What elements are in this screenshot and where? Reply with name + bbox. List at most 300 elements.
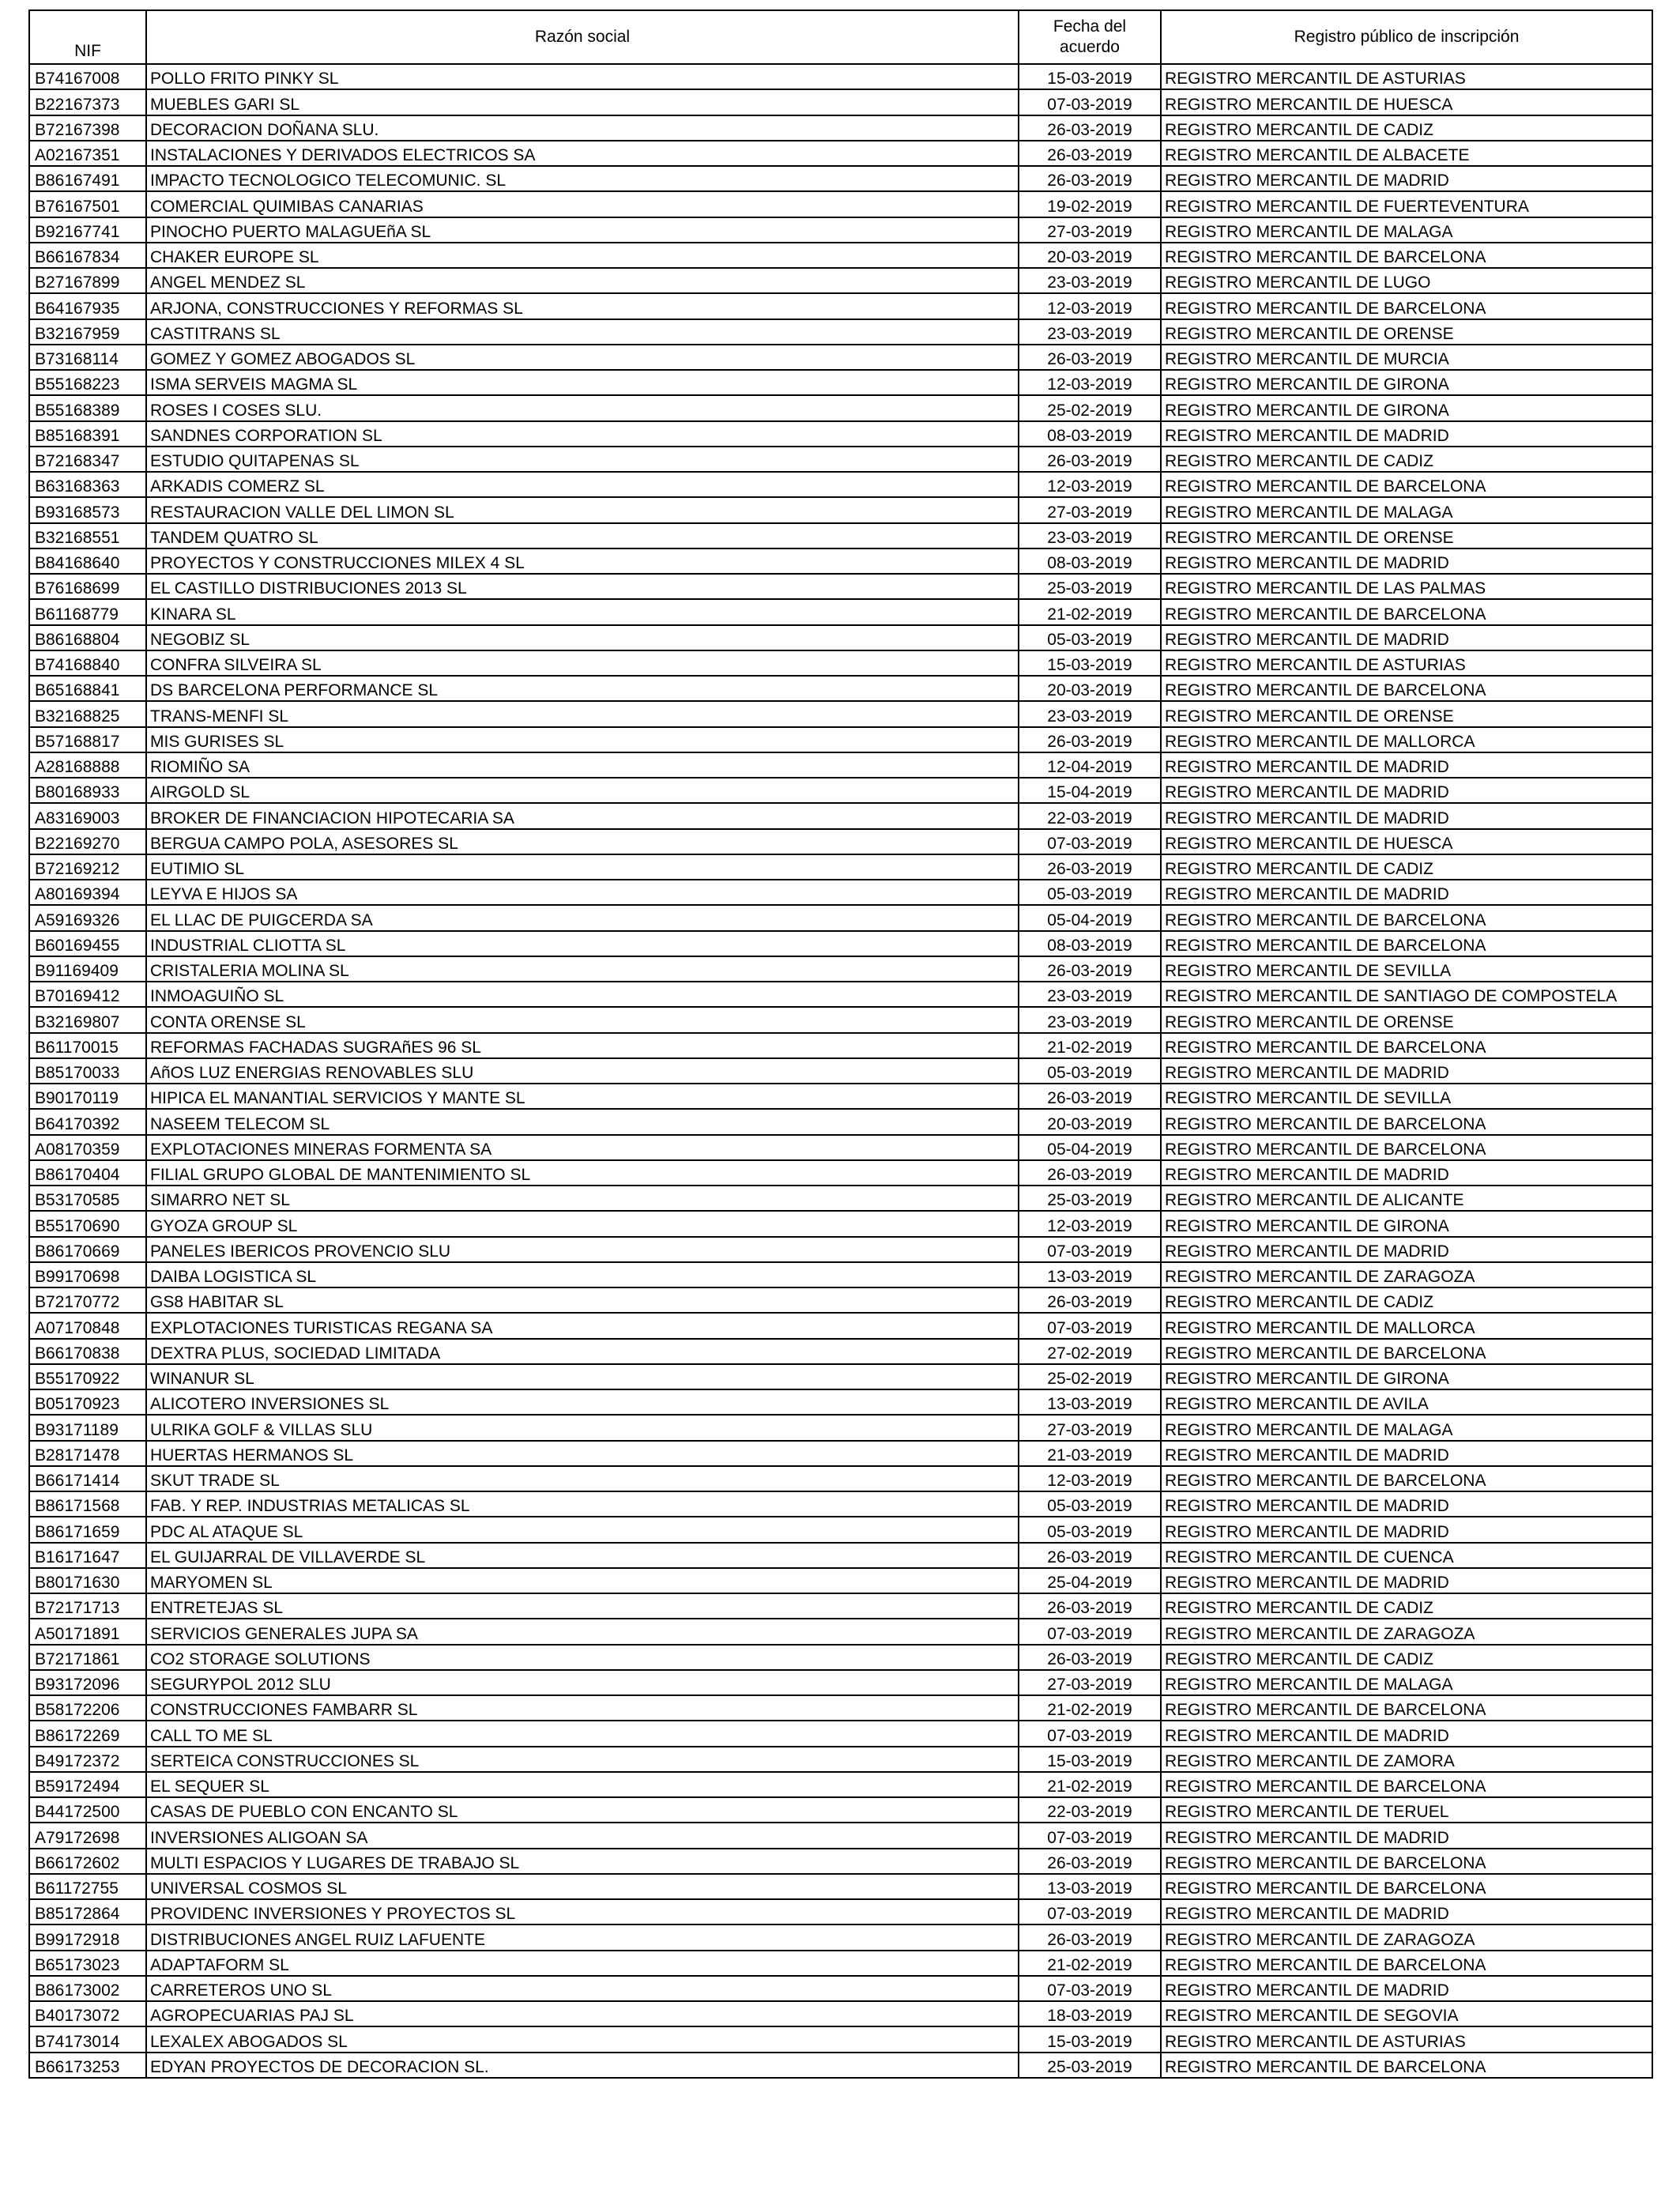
table-row [29, 1262, 1652, 1287]
nif-cell: B65168841 [29, 676, 146, 701]
table-row [29, 2001, 1652, 2026]
fecha-cell: 05-03-2019 [1019, 625, 1161, 650]
nif-cell: B91169409 [29, 956, 146, 982]
table-row [29, 1899, 1652, 1924]
table-row [29, 1619, 1652, 1644]
fecha-cell: 26-03-2019 [1019, 854, 1161, 880]
razon-social-cell: POLLO FRITO PINKY SL [146, 64, 1019, 89]
registro-cell: REGISTRO MERCANTIL DE CADIZ [1161, 115, 1652, 141]
table-row [29, 1186, 1652, 1211]
nif-cell: B73168114 [29, 345, 146, 370]
razon-social-cell: CHAKER EUROPE SL [146, 243, 1019, 268]
nif-cell: B32169807 [29, 1007, 146, 1032]
nif-cell: B22167373 [29, 89, 146, 115]
nif-cell: B55168223 [29, 370, 146, 395]
nif-cell: B72169212 [29, 854, 146, 880]
razon-social-cell: MIS GURISES SL [146, 727, 1019, 752]
razon-social-cell: EL SEQUER SL [146, 1772, 1019, 1797]
registro-cell: REGISTRO MERCANTIL DE BARCELONA [1161, 599, 1652, 624]
table-row [29, 1645, 1652, 1670]
registro-cell: REGISTRO MERCANTIL DE MADRID [1161, 880, 1652, 905]
nif-cell: B28171478 [29, 1441, 146, 1466]
razon-social-cell: BROKER DE FINANCIACION HIPOTECARIA SA [146, 803, 1019, 828]
registro-cell: REGISTRO MERCANTIL DE BARCELONA [1161, 1033, 1652, 1058]
table-row [29, 599, 1652, 624]
nif-cell: B64167935 [29, 293, 146, 319]
nif-cell: B66171414 [29, 1466, 146, 1491]
fecha-cell: 26-03-2019 [1019, 1543, 1161, 1568]
table-row [29, 1339, 1652, 1364]
nif-cell: B49172372 [29, 1747, 146, 1772]
razon-social-cell: ADAPTAFORM SL [146, 1951, 1019, 1976]
fecha-cell: 26-03-2019 [1019, 345, 1161, 370]
fecha-cell: 08-03-2019 [1019, 931, 1161, 956]
nif-cell: B92167741 [29, 217, 146, 243]
table-row [29, 89, 1652, 115]
table-row [29, 1058, 1652, 1084]
fecha-cell: 05-04-2019 [1019, 1135, 1161, 1160]
razon-social-cell: INDUSTRIAL CLIOTTA SL [146, 931, 1019, 956]
fecha-cell: 26-03-2019 [1019, 141, 1161, 166]
nif-cell: A59169326 [29, 905, 146, 930]
razon-social-cell: TRANS-MENFI SL [146, 701, 1019, 726]
table-row [29, 497, 1652, 522]
razon-social-cell: ISMA SERVEIS MAGMA SL [146, 370, 1019, 395]
table-row [29, 854, 1652, 880]
table-row [29, 1415, 1652, 1440]
fecha-cell: 12-03-2019 [1019, 293, 1161, 319]
table-row [29, 548, 1652, 574]
nif-cell: B66173253 [29, 2053, 146, 2078]
razon-social-cell: IMPACTO TECNOLOGICO TELECOMUNIC. SL [146, 166, 1019, 191]
registro-cell: REGISTRO MERCANTIL DE MADRID [1161, 1976, 1652, 2001]
registro-cell: REGISTRO MERCANTIL DE ZARAGOZA [1161, 1924, 1652, 1950]
table-row [29, 1951, 1652, 1976]
registro-cell: REGISTRO MERCANTIL DE LUGO [1161, 268, 1652, 293]
razon-social-cell: EL GUIJARRAL DE VILLAVERDE SL [146, 1543, 1019, 1568]
nif-cell: B27167899 [29, 268, 146, 293]
registro-cell: REGISTRO MERCANTIL DE MADRID [1161, 548, 1652, 574]
registro-cell: REGISTRO MERCANTIL DE HUESCA [1161, 89, 1652, 115]
nif-cell: B22169270 [29, 829, 146, 854]
registro-cell: REGISTRO MERCANTIL DE SEVILLA [1161, 1084, 1652, 1109]
registro-cell: REGISTRO MERCANTIL DE BARCELONA [1161, 1466, 1652, 1491]
registro-cell: REGISTRO MERCANTIL DE BARCELONA [1161, 931, 1652, 956]
nif-cell: B53170585 [29, 1186, 146, 1211]
table-row [29, 472, 1652, 497]
fecha-cell: 23-03-2019 [1019, 701, 1161, 726]
razon-social-cell: SEGURYPOL 2012 SLU [146, 1670, 1019, 1695]
fecha-cell: 13-03-2019 [1019, 1874, 1161, 1899]
fecha-cell: 21-02-2019 [1019, 1772, 1161, 1797]
table-row [29, 1517, 1652, 1542]
nif-cell: A07170848 [29, 1313, 146, 1338]
registro-cell: REGISTRO MERCANTIL DE MADRID [1161, 166, 1652, 191]
registry-table [28, 9, 1653, 2079]
table-row [29, 447, 1652, 472]
table-row [29, 625, 1652, 650]
fecha-cell: 13-03-2019 [1019, 1262, 1161, 1287]
fecha-cell: 21-02-2019 [1019, 599, 1161, 624]
razon-social-cell: INMOAGUIÑO SL [146, 982, 1019, 1007]
fecha-cell: 26-03-2019 [1019, 1924, 1161, 1950]
registro-cell: REGISTRO MERCANTIL DE SANTIAGO DE COMPOSTELA [1161, 982, 1652, 1007]
nif-cell: B44172500 [29, 1797, 146, 1823]
nif-cell: B86172269 [29, 1721, 146, 1746]
registro-cell: REGISTRO MERCANTIL DE SEVILLA [1161, 956, 1652, 982]
fecha-cell: 23-03-2019 [1019, 523, 1161, 548]
table-row [29, 1491, 1652, 1517]
razon-social-cell: CASAS DE PUEBLO CON ENCANTO SL [146, 1797, 1019, 1823]
fecha-cell: 07-03-2019 [1019, 1899, 1161, 1924]
registro-cell: REGISTRO MERCANTIL DE MADRID [1161, 752, 1652, 778]
nif-cell: A28168888 [29, 752, 146, 778]
table-row [29, 880, 1652, 905]
razon-social-cell: AIRGOLD SL [146, 778, 1019, 803]
table-header [29, 10, 1652, 64]
nif-cell: B86168804 [29, 625, 146, 650]
fecha-cell: 25-02-2019 [1019, 395, 1161, 420]
table-row [29, 574, 1652, 599]
table-row [29, 982, 1652, 1007]
table-row [29, 829, 1652, 854]
razon-social-cell: PINOCHO PUERTO MALAGUEñA SL [146, 217, 1019, 243]
nif-cell: A79172698 [29, 1823, 146, 1848]
nif-cell: B05170923 [29, 1389, 146, 1415]
table-row [29, 2053, 1652, 2078]
nif-cell: B93172096 [29, 1670, 146, 1695]
fecha-cell: 25-04-2019 [1019, 1568, 1161, 1593]
razon-social-cell: ALICOTERO INVERSIONES SL [146, 1389, 1019, 1415]
fecha-cell: 23-03-2019 [1019, 268, 1161, 293]
table-row [29, 345, 1652, 370]
nif-cell: B99172918 [29, 1924, 146, 1950]
table-row [29, 1109, 1652, 1134]
registro-cell: REGISTRO MERCANTIL DE GIRONA [1161, 395, 1652, 420]
table-row [29, 64, 1652, 89]
nif-cell: B66172602 [29, 1849, 146, 1874]
table-row [29, 1441, 1652, 1466]
nif-cell: B86173002 [29, 1976, 146, 2001]
fecha-cell: 05-03-2019 [1019, 1491, 1161, 1517]
registro-cell: REGISTRO MERCANTIL DE MALLORCA [1161, 1313, 1652, 1338]
fecha-cell: 05-03-2019 [1019, 1058, 1161, 1084]
table-row [29, 1007, 1652, 1032]
nif-cell: B55170690 [29, 1211, 146, 1236]
razon-social-cell: ARJONA, CONSTRUCCIONES Y REFORMAS SL [146, 293, 1019, 319]
table-row [29, 1593, 1652, 1619]
table-row [29, 803, 1652, 828]
razon-social-cell: TANDEM QUATRO SL [146, 523, 1019, 548]
fecha-cell: 08-03-2019 [1019, 548, 1161, 574]
table-row [29, 523, 1652, 548]
fecha-cell: 05-03-2019 [1019, 1517, 1161, 1542]
registro-cell: REGISTRO MERCANTIL DE GIRONA [1161, 370, 1652, 395]
razon-social-cell: ANGEL MENDEZ SL [146, 268, 1019, 293]
registro-cell: REGISTRO MERCANTIL DE MALAGA [1161, 497, 1652, 522]
header-fecha-acuerdo: Fecha del acuerdo [1019, 10, 1161, 64]
registro-cell: REGISTRO MERCANTIL DE LAS PALMAS [1161, 574, 1652, 599]
razon-social-cell: RIOMIÑO SA [146, 752, 1019, 778]
nif-cell: B61172755 [29, 1874, 146, 1899]
razon-social-cell: ULRIKA GOLF & VILLAS SLU [146, 1415, 1019, 1440]
razon-social-cell: INSTALACIONES Y DERIVADOS ELECTRICOS SA [146, 141, 1019, 166]
razon-social-cell: MULTI ESPACIOS Y LUGARES DE TRABAJO SL [146, 1849, 1019, 1874]
registro-cell: REGISTRO MERCANTIL DE MALAGA [1161, 1415, 1652, 1440]
fecha-cell: 18-03-2019 [1019, 2001, 1161, 2026]
razon-social-cell: RESTAURACION VALLE DEL LIMON SL [146, 497, 1019, 522]
table-row [29, 650, 1652, 676]
fecha-cell: 07-03-2019 [1019, 89, 1161, 115]
fecha-cell: 27-03-2019 [1019, 1415, 1161, 1440]
table-row [29, 1976, 1652, 2001]
nif-cell: B74168840 [29, 650, 146, 676]
razon-social-cell: CONSTRUCCIONES FAMBARR SL [146, 1695, 1019, 1721]
nif-cell: B32168551 [29, 523, 146, 548]
nif-cell: B66170838 [29, 1339, 146, 1364]
table-row [29, 1874, 1652, 1899]
fecha-cell: 05-03-2019 [1019, 880, 1161, 905]
registro-cell: REGISTRO MERCANTIL DE GIRONA [1161, 1211, 1652, 1236]
nif-cell: B86171568 [29, 1491, 146, 1517]
registro-cell: REGISTRO MERCANTIL DE ZAMORA [1161, 1747, 1652, 1772]
registro-cell: REGISTRO MERCANTIL DE HUESCA [1161, 829, 1652, 854]
registro-cell: REGISTRO MERCANTIL DE MADRID [1161, 778, 1652, 803]
fecha-cell: 21-02-2019 [1019, 1033, 1161, 1058]
razon-social-cell: HUERTAS HERMANOS SL [146, 1441, 1019, 1466]
fecha-cell: 25-03-2019 [1019, 2053, 1161, 2078]
fecha-cell: 15-03-2019 [1019, 2026, 1161, 2052]
registro-cell: REGISTRO MERCANTIL DE MADRID [1161, 1160, 1652, 1186]
razon-social-cell: MUEBLES GARI SL [146, 89, 1019, 115]
razon-social-cell: AGROPECUARIAS PAJ SL [146, 2001, 1019, 2026]
razon-social-cell: UNIVERSAL COSMOS SL [146, 1874, 1019, 1899]
table-row [29, 1797, 1652, 1823]
fecha-cell: 26-03-2019 [1019, 956, 1161, 982]
table-row [29, 1568, 1652, 1593]
razon-social-cell: DAIBA LOGISTICA SL [146, 1262, 1019, 1287]
razon-social-cell: DECORACION DOÑANA SLU. [146, 115, 1019, 141]
razon-social-cell: MARYOMEN SL [146, 1568, 1019, 1593]
nif-cell: B86167491 [29, 166, 146, 191]
registro-cell: REGISTRO MERCANTIL DE MURCIA [1161, 345, 1652, 370]
razon-social-cell: PDC AL ATAQUE SL [146, 1517, 1019, 1542]
table-row [29, 1924, 1652, 1950]
table-row [29, 1364, 1652, 1389]
table-row [29, 1084, 1652, 1109]
nif-cell: B65173023 [29, 1951, 146, 1976]
table-row [29, 1466, 1652, 1491]
nif-cell: B32167959 [29, 319, 146, 345]
razon-social-cell: PROVIDENC INVERSIONES Y PROYECTOS SL [146, 1899, 1019, 1924]
fecha-cell: 26-03-2019 [1019, 1160, 1161, 1186]
nif-cell: B85170033 [29, 1058, 146, 1084]
table-row [29, 727, 1652, 752]
razon-social-cell: ROSES I COSES SLU. [146, 395, 1019, 420]
fecha-cell: 25-02-2019 [1019, 1364, 1161, 1389]
fecha-cell: 26-03-2019 [1019, 1593, 1161, 1619]
header-row [29, 10, 1652, 64]
razon-social-cell: SANDNES CORPORATION SL [146, 421, 1019, 447]
nif-cell: B72171713 [29, 1593, 146, 1619]
razon-social-cell: NEGOBIZ SL [146, 625, 1019, 650]
registro-cell: REGISTRO MERCANTIL DE CADIZ [1161, 1645, 1652, 1670]
registro-cell: REGISTRO MERCANTIL DE CADIZ [1161, 447, 1652, 472]
fecha-cell: 13-03-2019 [1019, 1389, 1161, 1415]
registro-cell: REGISTRO MERCANTIL DE SEGOVIA [1161, 2001, 1652, 2026]
razon-social-cell: KINARA SL [146, 599, 1019, 624]
nif-cell: B66167834 [29, 243, 146, 268]
razon-social-cell: EUTIMIO SL [146, 854, 1019, 880]
fecha-cell: 26-03-2019 [1019, 1287, 1161, 1313]
nif-cell: B76167501 [29, 191, 146, 217]
fecha-cell: 25-03-2019 [1019, 1186, 1161, 1211]
registro-cell: REGISTRO MERCANTIL DE MADRID [1161, 803, 1652, 828]
registro-cell: REGISTRO MERCANTIL DE GIRONA [1161, 1364, 1652, 1389]
fecha-cell: 27-03-2019 [1019, 1670, 1161, 1695]
nif-cell: B86170669 [29, 1237, 146, 1262]
table-row [29, 676, 1652, 701]
header-nif: NIF [29, 10, 146, 64]
nif-cell: B60169455 [29, 931, 146, 956]
nif-cell: B61168779 [29, 599, 146, 624]
fecha-cell: 21-03-2019 [1019, 1441, 1161, 1466]
fecha-cell: 22-03-2019 [1019, 1797, 1161, 1823]
fecha-cell: 26-03-2019 [1019, 727, 1161, 752]
fecha-cell: 27-03-2019 [1019, 497, 1161, 522]
registro-cell: REGISTRO MERCANTIL DE BARCELONA [1161, 472, 1652, 497]
razon-social-cell: DS BARCELONA PERFORMANCE SL [146, 676, 1019, 701]
table-row [29, 268, 1652, 293]
fecha-cell: 26-03-2019 [1019, 166, 1161, 191]
registro-cell: REGISTRO MERCANTIL DE BARCELONA [1161, 905, 1652, 930]
razon-social-cell: BERGUA CAMPO POLA, ASESORES SL [146, 829, 1019, 854]
fecha-cell: 08-03-2019 [1019, 421, 1161, 447]
razon-social-cell: EXPLOTACIONES TURISTICAS REGANA SA [146, 1313, 1019, 1338]
razon-social-cell: CASTITRANS SL [146, 319, 1019, 345]
nif-cell: B64170392 [29, 1109, 146, 1134]
nif-cell: B70169412 [29, 982, 146, 1007]
nif-cell: B55168389 [29, 395, 146, 420]
table-row [29, 217, 1652, 243]
razon-social-cell: PANELES IBERICOS PROVENCIO SLU [146, 1237, 1019, 1262]
table-row [29, 1747, 1652, 1772]
nif-cell: B84168640 [29, 548, 146, 574]
fecha-cell: 27-03-2019 [1019, 217, 1161, 243]
fecha-cell: 20-03-2019 [1019, 243, 1161, 268]
table-row [29, 752, 1652, 778]
razon-social-cell: ENTRETEJAS SL [146, 1593, 1019, 1619]
table-row [29, 1695, 1652, 1721]
razon-social-cell: CONFRA SILVEIRA SL [146, 650, 1019, 676]
razon-social-cell: LEYVA E HIJOS SA [146, 880, 1019, 905]
table-row [29, 1313, 1652, 1338]
registro-cell: REGISTRO MERCANTIL DE FUERTEVENTURA [1161, 191, 1652, 217]
nif-cell: B86170404 [29, 1160, 146, 1186]
registro-cell: REGISTRO MERCANTIL DE BARCELONA [1161, 1109, 1652, 1134]
registro-cell: REGISTRO MERCANTIL DE MADRID [1161, 421, 1652, 447]
table-row [29, 1287, 1652, 1313]
fecha-cell: 26-03-2019 [1019, 447, 1161, 472]
table-row [29, 931, 1652, 956]
table-row [29, 1033, 1652, 1058]
registro-cell: REGISTRO MERCANTIL DE AVILA [1161, 1389, 1652, 1415]
registro-cell: REGISTRO MERCANTIL DE MADRID [1161, 1568, 1652, 1593]
fecha-cell: 07-03-2019 [1019, 1313, 1161, 1338]
razon-social-cell: CALL TO ME SL [146, 1721, 1019, 1746]
fecha-cell: 12-03-2019 [1019, 1466, 1161, 1491]
table-row [29, 1721, 1652, 1746]
nif-cell: B16171647 [29, 1543, 146, 1568]
registro-cell: REGISTRO MERCANTIL DE ALBACETE [1161, 141, 1652, 166]
fecha-cell: 15-03-2019 [1019, 1747, 1161, 1772]
registro-cell: REGISTRO MERCANTIL DE ASTURIAS [1161, 2026, 1652, 2052]
table-row [29, 243, 1652, 268]
fecha-cell: 15-03-2019 [1019, 650, 1161, 676]
registro-cell: REGISTRO MERCANTIL DE BARCELONA [1161, 1695, 1652, 1721]
table-row [29, 778, 1652, 803]
registro-cell: REGISTRO MERCANTIL DE BARCELONA [1161, 293, 1652, 319]
fecha-cell: 19-02-2019 [1019, 191, 1161, 217]
registro-cell: REGISTRO MERCANTIL DE BARCELONA [1161, 1339, 1652, 1364]
registro-cell: REGISTRO MERCANTIL DE MADRID [1161, 1237, 1652, 1262]
table-row [29, 1389, 1652, 1415]
table-row [29, 2026, 1652, 2052]
razon-social-cell: AñOS LUZ ENERGIAS RENOVABLES SLU [146, 1058, 1019, 1084]
razon-social-cell: EL CASTILLO DISTRIBUCIONES 2013 SL [146, 574, 1019, 599]
fecha-cell: 07-03-2019 [1019, 1619, 1161, 1644]
nif-cell: B74173014 [29, 2026, 146, 2052]
fecha-cell: 21-02-2019 [1019, 1951, 1161, 1976]
fecha-cell: 23-03-2019 [1019, 319, 1161, 345]
table-row [29, 191, 1652, 217]
registro-cell: REGISTRO MERCANTIL DE MALAGA [1161, 1670, 1652, 1695]
fecha-cell: 26-03-2019 [1019, 1849, 1161, 1874]
registro-cell: REGISTRO MERCANTIL DE MADRID [1161, 1823, 1652, 1848]
nif-cell: A80169394 [29, 880, 146, 905]
razon-social-cell: GS8 HABITAR SL [146, 1287, 1019, 1313]
table-row [29, 370, 1652, 395]
nif-cell: B80171630 [29, 1568, 146, 1593]
fecha-cell: 20-03-2019 [1019, 1109, 1161, 1134]
registro-cell: REGISTRO MERCANTIL DE ORENSE [1161, 1007, 1652, 1032]
fecha-cell: 07-03-2019 [1019, 1823, 1161, 1848]
nif-cell: B57168817 [29, 727, 146, 752]
razon-social-cell: INVERSIONES ALIGOAN SA [146, 1823, 1019, 1848]
nif-cell: B76168699 [29, 574, 146, 599]
fecha-cell: 26-03-2019 [1019, 115, 1161, 141]
table-row [29, 115, 1652, 141]
nif-cell: B58172206 [29, 1695, 146, 1721]
registro-cell: REGISTRO MERCANTIL DE BARCELONA [1161, 1951, 1652, 1976]
fecha-cell: 05-04-2019 [1019, 905, 1161, 930]
fecha-cell: 12-04-2019 [1019, 752, 1161, 778]
nif-cell: B74167008 [29, 64, 146, 89]
razon-social-cell: CRISTALERIA MOLINA SL [146, 956, 1019, 982]
table-row [29, 166, 1652, 191]
razon-social-cell: FILIAL GRUPO GLOBAL DE MANTENIMIENTO SL [146, 1160, 1019, 1186]
razon-social-cell: SIMARRO NET SL [146, 1186, 1019, 1211]
table-row [29, 1543, 1652, 1568]
nif-cell: B72167398 [29, 115, 146, 141]
registro-cell: REGISTRO MERCANTIL DE MADRID [1161, 1517, 1652, 1542]
registro-cell: REGISTRO MERCANTIL DE MALLORCA [1161, 727, 1652, 752]
nif-cell: B99170698 [29, 1262, 146, 1287]
registro-cell: REGISTRO MERCANTIL DE ZARAGOZA [1161, 1262, 1652, 1287]
razon-social-cell: COMERCIAL QUIMIBAS CANARIAS [146, 191, 1019, 217]
registro-cell: REGISTRO MERCANTIL DE BARCELONA [1161, 1772, 1652, 1797]
fecha-cell: 12-03-2019 [1019, 370, 1161, 395]
